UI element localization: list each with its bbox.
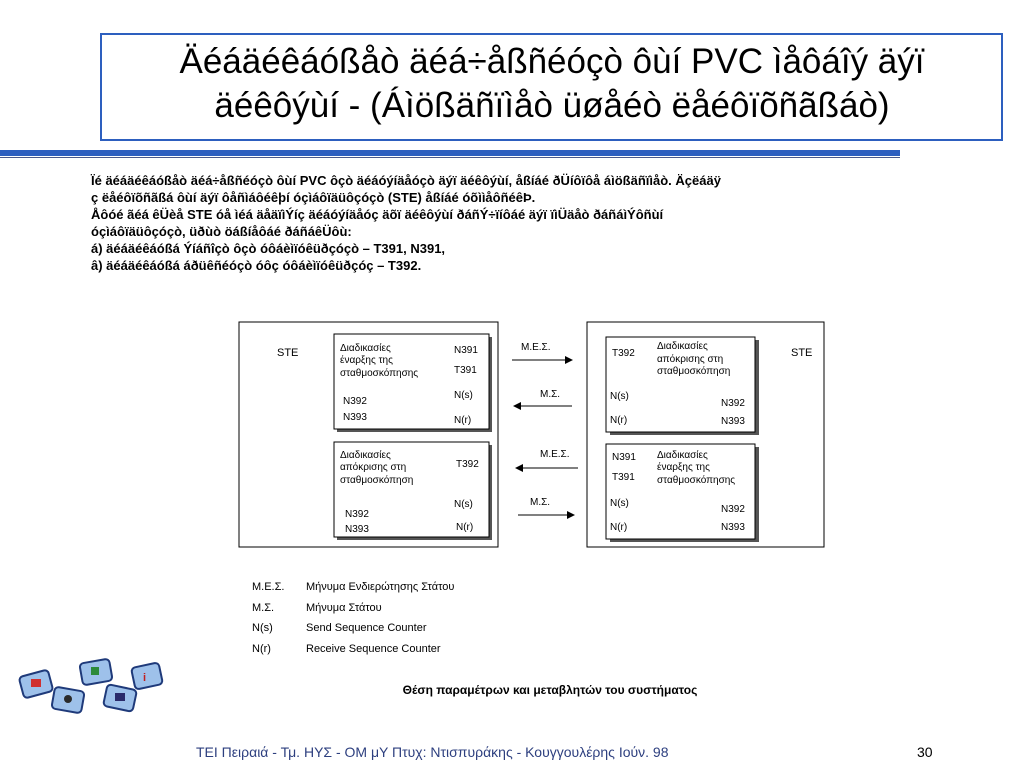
param: N393	[343, 412, 367, 423]
legend-desc: Μήνυμα Στάτου	[306, 601, 382, 614]
arrow-label: Μ.Ε.Σ.	[521, 342, 551, 353]
param: N(r)	[454, 415, 472, 426]
arrow-label: Μ.Σ.	[540, 389, 561, 400]
box-label: σταθμοσκόπηση	[657, 366, 731, 377]
legend-row	[252, 618, 454, 639]
box-label: Διαδικασίες	[657, 450, 708, 461]
footer	[0, 744, 1024, 764]
legend-abbr: N(s)	[252, 622, 273, 634]
box-label: σταθμοσκόπηση	[340, 475, 414, 486]
slide-title-line-2: äéêôýùí - (Áìößäñïìåò üøåéò ëåéôïõñãßáò)	[214, 86, 890, 125]
arrow-label: Μ.Ε.Σ.	[540, 449, 570, 460]
diagram-caption: Θέση παραμέτρων και μεταβλητών του συστήματος	[402, 683, 698, 697]
box-label: απόκρισης στη	[340, 462, 407, 473]
legend-row	[252, 577, 454, 598]
legend-abbr: Μ.Σ.	[252, 601, 275, 614]
legend-row	[252, 598, 454, 619]
param: N392	[345, 509, 369, 520]
param: N(s)	[454, 499, 473, 510]
param: N(s)	[454, 390, 473, 401]
param: N391	[612, 452, 636, 463]
ste-label-left: STE	[277, 347, 299, 359]
param: N(r)	[610, 522, 628, 533]
puzzle-logo-icon	[17, 655, 167, 725]
param: T391	[454, 365, 477, 376]
param: T392	[612, 348, 635, 359]
legend-abbr: N(r)	[252, 642, 271, 655]
body-line: ç ëåéôïõñãßá ôùí äýï ôåñìáôéêþí óçìáôïäüôçóçò (STE) åßíáé óõììåôñéêÞ.	[91, 190, 536, 205]
box-label: έναρξης της	[657, 462, 710, 473]
legend-desc: Receive Sequence Counter	[306, 642, 441, 655]
box-label: σταθμοσκόπησης	[340, 368, 419, 379]
body-line: óçìáôïäüôçóçò, üðùò öáßíåôáé ðáñáêÜôù:	[91, 224, 352, 239]
param: N(r)	[610, 415, 628, 426]
param: N(r)	[456, 522, 474, 533]
param: N392	[721, 398, 745, 409]
legend	[252, 577, 454, 659]
body-line: â) äéáäéêáóßá áðüêñéóçò óôç óôáèìïóêüðçóç – T392.	[91, 258, 422, 273]
svg-text:i: i	[143, 672, 147, 684]
param: N(s)	[610, 391, 629, 402]
param: T392	[456, 459, 479, 470]
box-label: Διαδικασίες	[657, 341, 708, 352]
arrow-label: Μ.Σ.	[530, 497, 551, 508]
legend-desc: Send Sequence Counter	[306, 622, 427, 634]
param: N393	[345, 524, 369, 535]
box-label: απόκρισης στη	[657, 354, 724, 365]
ste-label-right: STE	[791, 347, 813, 359]
param: N393	[721, 416, 745, 427]
param: T391	[612, 472, 635, 483]
legend-abbr: Μ.Ε.Σ.	[252, 581, 285, 593]
footer-text: ΤΕΙ Πειραιά - Τμ. ΗΥΣ - ΟΜ μΥ Πτυχ: Ντισπυράκης - Κουγγουλέρης Ιούν. 98	[196, 744, 669, 760]
body-line: á) äéáäéêáóßá Ýíáñîçò ôçò óôáèìïóêüðçóçò – T391, N391,	[91, 241, 446, 256]
box-label: Διαδικασίες	[340, 450, 391, 461]
param: N392	[343, 396, 367, 407]
param: N391	[454, 345, 478, 356]
legend-row	[252, 639, 454, 660]
legend-desc: Μήνυμα Ενδιερώτησης Στάτου	[306, 581, 455, 593]
body-line: Åôóé ãéá êÜèå STE óå ìéá äåäïìÝíç äéáóýíäåóç äõï äéêôýùí ðáñÝ÷ïíôáé äýï ïìÜäåò ðáñáìÝôñùí	[91, 207, 664, 222]
box-label: έναρξης της	[340, 355, 393, 366]
param: N392	[721, 504, 745, 515]
param: N393	[721, 522, 745, 533]
slide-title-line-1: Äéáäéêáóßåò äéá÷åßñéóçò ôùí PVC ìåôáîý äýï	[179, 42, 925, 81]
page-number: 30	[917, 744, 933, 760]
body-line: Ïé äéáäéêáóßåò äéá÷åßñéóçò ôùí PVC ôçò äéáóýíäåóçò äýï äéêôýùí, åßíáé ðÜíôïôå áìößäñïìåò. Äçëáäÿ	[91, 173, 721, 188]
box-label: Διαδικασίες	[340, 343, 391, 354]
box-label: σταθμοσκόπησης	[657, 475, 736, 486]
param: N(s)	[610, 498, 629, 509]
